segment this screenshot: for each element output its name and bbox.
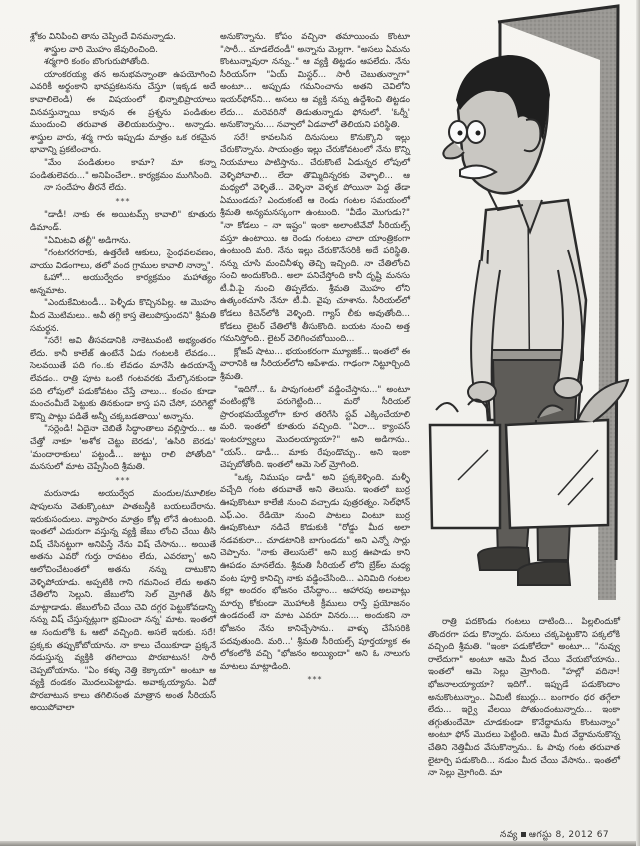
story-paragraph: శ్లోకం వినిపించి తాను చెప్పిందే వినమన్నాడు.: [30, 32, 176, 42]
story-paragraph: "మేం పండితులం కామా? మా కన్నా పండితులెవరు..." అనిపించేలా.. కార్యక్రమం ముగిసింది.: [30, 157, 216, 181]
cartoon-illustration: [418, 0, 640, 600]
scan-right-edge: [636, 0, 640, 846]
story-paragraph: క్లోజప్ షాటు... భయంకరంగా మ్యూజిక్... ఇంతలో ఈ వారానికి ఆ సీరియల్‌లోని ఆపేశాడు. గాఢంగా నిట్టూర్చింది శ్రీమతి.: [220, 346, 410, 383]
man-with-shopping-bags-icon: [418, 0, 640, 600]
story-paragraph: "ఎందుకేమిటండీ... పెళ్ళీడు కొచ్చినపిల్ల. ఆ మొహం మీద మొటిమలు.. అవీ తగ్గి కాస్త తెలుపొస్తుందని" శ్రీమతి సమర్థన.: [30, 298, 216, 334]
story-paragraph: శర్మగారి కంఠం బొంగురుపోతోంది.: [44, 57, 150, 68]
page-number: 67: [596, 830, 610, 840]
story-paragraph: "సర్లెండి! ఏదైనా చెబితే సిద్ధాంతాలు వల్లిస్తారు... ఆ చేత్తో నాకూ 'అశోక చెట్టు బెరడు', 'ఉసిరి బెరడు' 'మందారాకులు' పట్టండీ... జుట్టు రాలి పోతోంది" మనసులో మాట చెప్పేసింది శ్రీమతి.: [30, 424, 216, 473]
story-paragraph: "ఒక్క నిముషం డాడీ" అని ప్రక్కకెళ్ళింది. మళ్ళీ వచ్చేది గంట తరువాతే అని తెలుసు. ఇంతలో బుర్ర ఊపుకొంటూ కాలేజీ నుంచి వచ్చాడు పుత్రరత్నం. సెల్‌ఫోన్ ఎఫ్.ఎం. రేడియో నుంచి పాటలు వింటూ బుర్ర ఊపుకొంటూ నడిచే కొడుకుకి "రోడ్డు మీద అలా నడవకురా... చూడటానికి బాగుండదు" అని ఎన్నో సార్లు చెప్పాను. "నాకు తెలుసులే" అని బుర్ర ఊపాడు కాని ఊపడం మానలేదు. శ్రీమతి సీరియల్ లోని బ్రేక్‌ల మధ్య వంట పూర్తి కానిచ్చి నాకు వడ్డించేసింది... ఎనిమిది గంటల కల్లా అందరం భోజనం చేసేద్దాం... ఆహారపు అలవాట్లు మార్చు కోకుండా మొహాలకి క్రీములు రాస్తే ప్రయోజనం ఉండదంటే నా మాట ఎవరూ వినరు.... అందుకని నా భోజనం నేను కానిచ్చేసాను.. వాళ్ళు చేసేసరికి పదవుతుంది. మరి...' శ్రీమతి సీరియల్స్ పూర్తయ్యాక ఈ లోకంలోకి వచ్చి "భోజనం అయ్యిందా" అని ఓ నాలుగు మాటలు మాట్లాడింది.: [220, 472, 410, 672]
story-paragraph: "డాడీ! నాకు ఈ అయిటమ్స్ కావాలి" కూతురు డిమాండ్.: [30, 210, 216, 233]
story-paragraph: రాత్రి పదకొండు గంటలు దాటింది... పిల్లలిందుకో తొందరగా పడు కొన్నారు. పనులు చక్కపెట్టుకొని పక్కలోకి వచ్చింది శ్రీమతి. "ఇంకా పడుకోలేదా" అంటూ... "నువ్వు రాలేదుగా" అంటూ ఆమె మీద చేయి వేయబోయాను.. ఇంతలో ఆమె సెల్లు మ్రోగింది. "హల్లో వదినా! భోజనాలయ్యాయా? ఇదిగో.. ఇప్పుడే పడుకొందాం అనుకొంటున్నాం.. ఏమిటీ కబుర్లు... బంగారం ధర తగ్గేలా లేదు... ఇర్వై వేలయి పోతుందంటున్నారు... ఇంకా తగ్గుతుందేమో చూడకుండా కొనేద్దామను కొంటున్నాం" అంటూ ఫోన్ మొదలు పెట్టింది. ఆమె మీద వేద్దామనుకొన్న చేతిని నెత్తిమీద వేసుకొన్నాను.. ఓ పావు గంట తరువాత లైటార్పి పడుకొంది... నడుం మీద చేయి వేసాను.. ఇంతలో నా సెల్లు మ్రోగింది. మా: [428, 617, 620, 779]
section-divider: ***: [115, 196, 131, 206]
story-paragraph: శాస్త్రుల వారి మొహం జేవురించింది.: [44, 44, 158, 55]
story-paragraph: "సరే! అవి తీసవడానికి నాకెటువంటి అభ్యంతరం లేదు. కానీ కాలేజ్ ఉంటేనే ఏడు గంటలకి లేవడం... సెలవయితే పది గం..కు లేవడం మానేసి ఉదయాన్నే లేవడం.. రాత్రి పూట ఒంటి గంటవరకు మేల్కొనకుండా పది లోపులో పడుకోవటం చేస్తే చాలు... కంచం కూడా మంచంమీదే పెట్టుకు తినకుండా కాస్త పని చేసో, పరిగెట్టో కొన్ని పాట్లు పడితే అన్నీ చక్కబడతాయి' అన్నాను.: [30, 336, 216, 422]
story-paragraph: ఓహో... అయుర్వేదం కార్యక్రమం మహాత్యం అన్నమాట.: [30, 273, 216, 296]
story-paragraph: "గంటగరగరాకు, ఉత్తరేణి ఆకులు, సైంధవలవణం, వాయు విడంగాలు, తలో వంద గ్రాముల కావాలి నాన్నా".: [30, 248, 216, 271]
section-divider: ***: [307, 675, 323, 685]
story-column-middle: [220, 31, 410, 688]
scan-bottom-edge: [0, 841, 640, 846]
separator-square-icon: [521, 832, 526, 837]
magazine-name: నవ్య: [500, 830, 518, 840]
section-divider: ***: [115, 475, 131, 485]
story-paragraph: సరే! కావలసిన దినుసులు కొనుక్కొని ఇల్లు చేరుకొన్నాను. సాయంత్రం ఇల్లు చేరుకోవటంలో నేను కొన్ని నియమాలు పాటిస్తాను.. చేరుకొంటే ఏడున్నర లోపులో వెళ్ళిపోవాలి... లేదా తొమ్మిదిన్నరకు వెళ్ళాలి... ఆ మధ్యలో వెళ్ళితే... వెళ్ళినా వెళ్ళక పోయినా పెద్ద తేడా ఏముండదు? ఎందుకంటే ఆ రెండు గంటల సమయంలో శ్రీమతి అన్యమనస్కంగా ఉంటుంది. "వీడేం మొగుడు?" "నా కోడలు – నా ఇష్టం" ఇంకా అలాంటివేవో సీరియల్స్ వస్తూ ఉంటాయి. ఆ రెండు గంటలు చాలా యాంత్రికంగా ఉంటుంది మరి. నేను ఇల్లు చేరుకొనేసరికి అదే పరిస్థితి. నన్ను చూసి మంచినీళ్ళు తెచ్చి ఇచ్చింది. నా చేతిలోంచి సంచి అందుకొంది.. అలా పనిచేస్తోంది కానీ దృష్టి మనసు టీ.వీ.పై నుంచి తిప్పలేదు. శ్రీమతి మొహం లోని ఉత్కంఠచూసి నేనూ టీ.వీ. వైపు చూశాను. సీరియల్‌లో కోడలు కిచెన్‌లోకి వెళ్ళింది. గ్యాస్ లీకు అవుతోంది... కోడలు లైటర్ చేతిలోకి తీసుకొంది. బయట నుంచి అత్త గమనిస్తోంది.. లైటర్ వెలిగించబోయింది...: [220, 132, 410, 345]
story-column-right: [428, 616, 620, 780]
story-paragraph: మరునాడు అయుర్వేద మందుల/మూలికల షాపులను వెతుక్కొంటూ పాతబస్తీకి బయలుదేరాను. ఇరుకుసందులు. వ్యాపారం మాత్రం కోట్ల లోనే ఉంటుంది. ఇంతలో ఎదురుగా వస్తున్న వ్యక్తి జేబు లోంచి చేయి తీసి విష్ చేసినట్టుగా అనిపిస్తే నేను విష్ చేసాను... అయితే అతను ఎవరో గుర్తు రావటం లేదు, ఎవరబ్బా' అని ఆలోచించేటంతలో అతను నన్ను దాటుకొని వెళ్ళిపోయాడు. అప్పటికి గాని గమనించ లేదు అతని చేతిలోని సెల్లుని. జేబులోని సెల్ మ్రోగితే తీసి మాట్లాడాడు. జేబులోంచి చేయి చెవి దగ్గర పెట్టుకోవడాన్ని నన్ను విష్ చేస్తున్నట్లుగా భ్రమించా నన్న' మాట. ఇంతలో ఆ సందులోకి ఓ ఆటో వచ్చింది. అసలే ఇరుకు. సరే! ప్రక్కకు తప్పుకోబోయాను. నా కాలు చేయికూడా ప్రక్కనే నడుస్తున్న వ్యక్తికి తగిలాయి పొరబాటున! సారీ చెప్పబోయాను. "ఏం కళ్ళు నెత్తి కెక్కాయా" అంటూ ఆ వ్యక్తి దండకం మొదలుపెట్టాడు. అవాక్కయ్యాను. ఏదో పొరబాటున కాలు తగిలినంత మాత్రాన అంత సీరియస్ అయిపోవాలా: [30, 489, 216, 714]
story-paragraph: "ఇదిగో... ఓ పావుగంటలో వడ్డించేస్తాను..." అంటూ వంటింట్లోకి పరుగెట్టింది... మరో సీరియల్ ప్రారంభమయ్యేలోగా కూర తరిగేసి స్టవ్ ఎక్కించేయాలి మరి. ఇంతలో కూతురు వచ్చింది. "ఏరా... క్యాంపస్ ఇంటర్వ్యూలు మొదలయ్యాయా?" అని అడిగాను.. "యస్.. డాడీ... మాకు రేపుండొచ్చు.. అని ఇంకా చెప్పబోతోంది. ఇంతలో ఆమె సెల్ మ్రోగింది.: [220, 384, 410, 471]
story-paragraph: అనుకొన్నాను. కోపం వచ్చినా తమాయించు కొంటూ "సారీ... చూడలేదండీ" అన్నాను మెల్లగా. "అసలు ఏమను కొంటున్నావురా నన్ను.." ఆ వ్యక్తి తిట్టడం ఆపలేదు. నేను సీరియస్‌గా "ఏయ్ మిస్టర్... సారీ చెబుతున్నాగా" అంటూ... అప్పుడు గమనించాను అతని చెవిలోని ఇయర్‌ఫోన్‌ని... అసలు ఆ వ్యక్తి నన్ను ఉద్దేశించి తిట్టడం లేదు... మరెవరినో తిడుతున్నాడు ఫోనులో. 'ఓర్నీ' అనుకొన్నాను.... నవ్వాలో ఏడవాలో తెలియని పరిస్థితి.: [220, 32, 410, 131]
story-paragraph: యాంకరయ్య తన అనుభవన్నాంతా ఉపయోగించి ఎవరికీ అర్థంకాని భావప్రకటనను చేస్తూ (ఇక్కడ అదే కావాలిలెండి) ఈ విషయంలో భిన్నాభిప్రాయాలు వినవస్తున్నాయి కావున ఈ ప్రశ్నను పండితుల ముందుంచి తరువాత తెలియబరుస్తాం.. అన్నాడు. శాస్త్రుల వారు, శర్మ గారు ఇప్పుడు మాత్రం ఒక రకమైన భావాన్ని ప్రకటించారు.: [30, 69, 216, 156]
issue-date: ఆగస్టు 8, 2012: [528, 830, 594, 840]
story-column-left: [30, 31, 216, 715]
story-paragraph: "ఏమిటవి తల్లీ" అడిగాను.: [44, 235, 131, 246]
story-paragraph: నా సందేహం తీరనే లేదు.: [44, 183, 127, 194]
